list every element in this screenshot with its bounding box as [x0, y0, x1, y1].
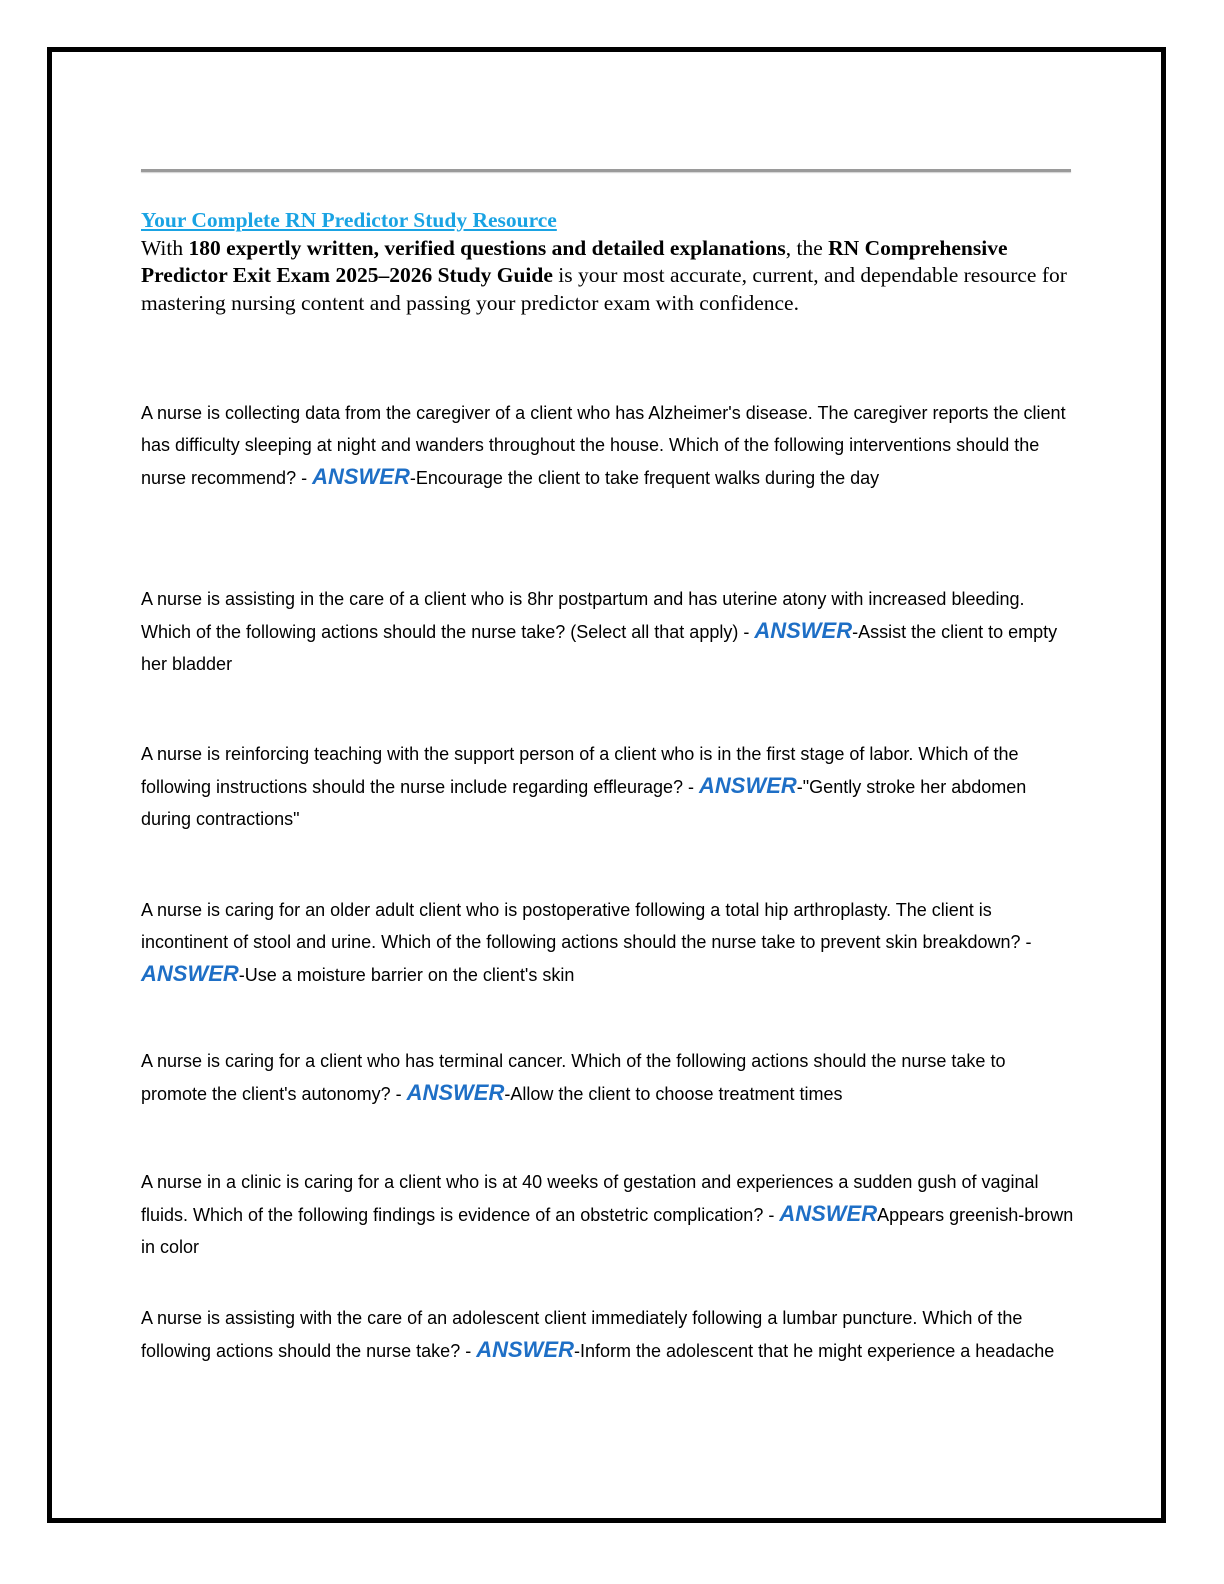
- question-text: A nurse in a clinic is caring for a client who is at 40 weeks of gestation and experiences a sudden gush of vaginal fluids. Which of the following findings is evidence of an obstetric complication? -: [141, 1172, 1039, 1225]
- answer-text: Appears greenish-brown in color: [141, 1205, 1074, 1257]
- qa-item: [141, 1045, 1076, 1110]
- qa-item: [141, 583, 1076, 680]
- horizontal-rule: [141, 169, 1071, 172]
- answer-text: -"Gently stroke her abdomen during contractions": [141, 777, 1027, 829]
- intro-title-link[interactable]: Your Complete RN Predictor Study Resource: [141, 208, 557, 232]
- intro-text: With: [141, 235, 189, 260]
- question-text: A nurse is assisting with the care of an adolescent client immediately following a lumbar puncture. Which of the following actions should the nurse take? -: [141, 1308, 1023, 1361]
- qa-item: [141, 894, 1076, 991]
- question-text: A nurse is reinforcing teaching with the support person of a client who is in the first stage of labor. Which of the following instructions should the nurse include regarding effleurage? -: [141, 744, 1019, 797]
- question-text: A nurse is caring for a client who has terminal cancer. Which of the following actions should the nurse take to promote the client's autonomy? -: [141, 1051, 1006, 1104]
- answer-text: -Use a moisture barrier on the client's skin: [238, 965, 575, 985]
- answer-label: ANSWER: [312, 464, 410, 489]
- answer-text: -Assist the client to empty her bladder: [141, 622, 1058, 674]
- answer-label: ANSWER: [699, 773, 797, 798]
- intro-section: [141, 207, 1081, 317]
- answer-label: ANSWER: [476, 1337, 574, 1362]
- qa-item: [141, 1166, 1076, 1263]
- qa-item: [141, 397, 1076, 494]
- intro-text: , the: [785, 235, 829, 260]
- answer-label: ANSWER: [141, 961, 239, 986]
- answer-label: ANSWER: [406, 1080, 505, 1105]
- answer-text: -Inform the adolescent that he might experience a headache: [573, 1341, 1055, 1361]
- intro-text: is your most accurate, current, and dependable resource for mastering nursing content and passing your predictor exam with confidence.: [141, 263, 1067, 315]
- answer-label: ANSWER: [779, 1201, 878, 1226]
- qa-item: [141, 738, 1076, 835]
- answer-label: ANSWER: [754, 618, 853, 643]
- question-text: A nurse is caring for an older adult client who is postoperative following a total hip arthroplasty. The client is incontinent of stool and urine. Which of the following actions should the nurse take to prevent skin breakdown? -: [141, 900, 1032, 952]
- answer-text: -Allow the client to choose treatment times: [504, 1084, 843, 1104]
- question-text: A nurse is collecting data from the caregiver of a client who has Alzheimer's disease. The caregiver reports the client has difficulty sleeping at night and wanders throughout the house. Which of the following interventions should the nurse recommend? -: [141, 403, 1066, 488]
- qa-item: [141, 1302, 1076, 1367]
- answer-text: -Encourage the client to take frequent walks during the day: [409, 468, 880, 488]
- question-text: A nurse is assisting in the care of a client who is 8hr postpartum and has uterine atony with increased bleeding. Which of the following actions should the nurse take? (Select all that apply) -: [141, 589, 1025, 642]
- intro-bold-questions: 180 expertly written, verified questions and detailed explanations: [188, 235, 786, 260]
- intro-bold-guide-name: RN Comprehensive Predictor Exit Exam 2025–2026 Study Guide: [141, 235, 1008, 287]
